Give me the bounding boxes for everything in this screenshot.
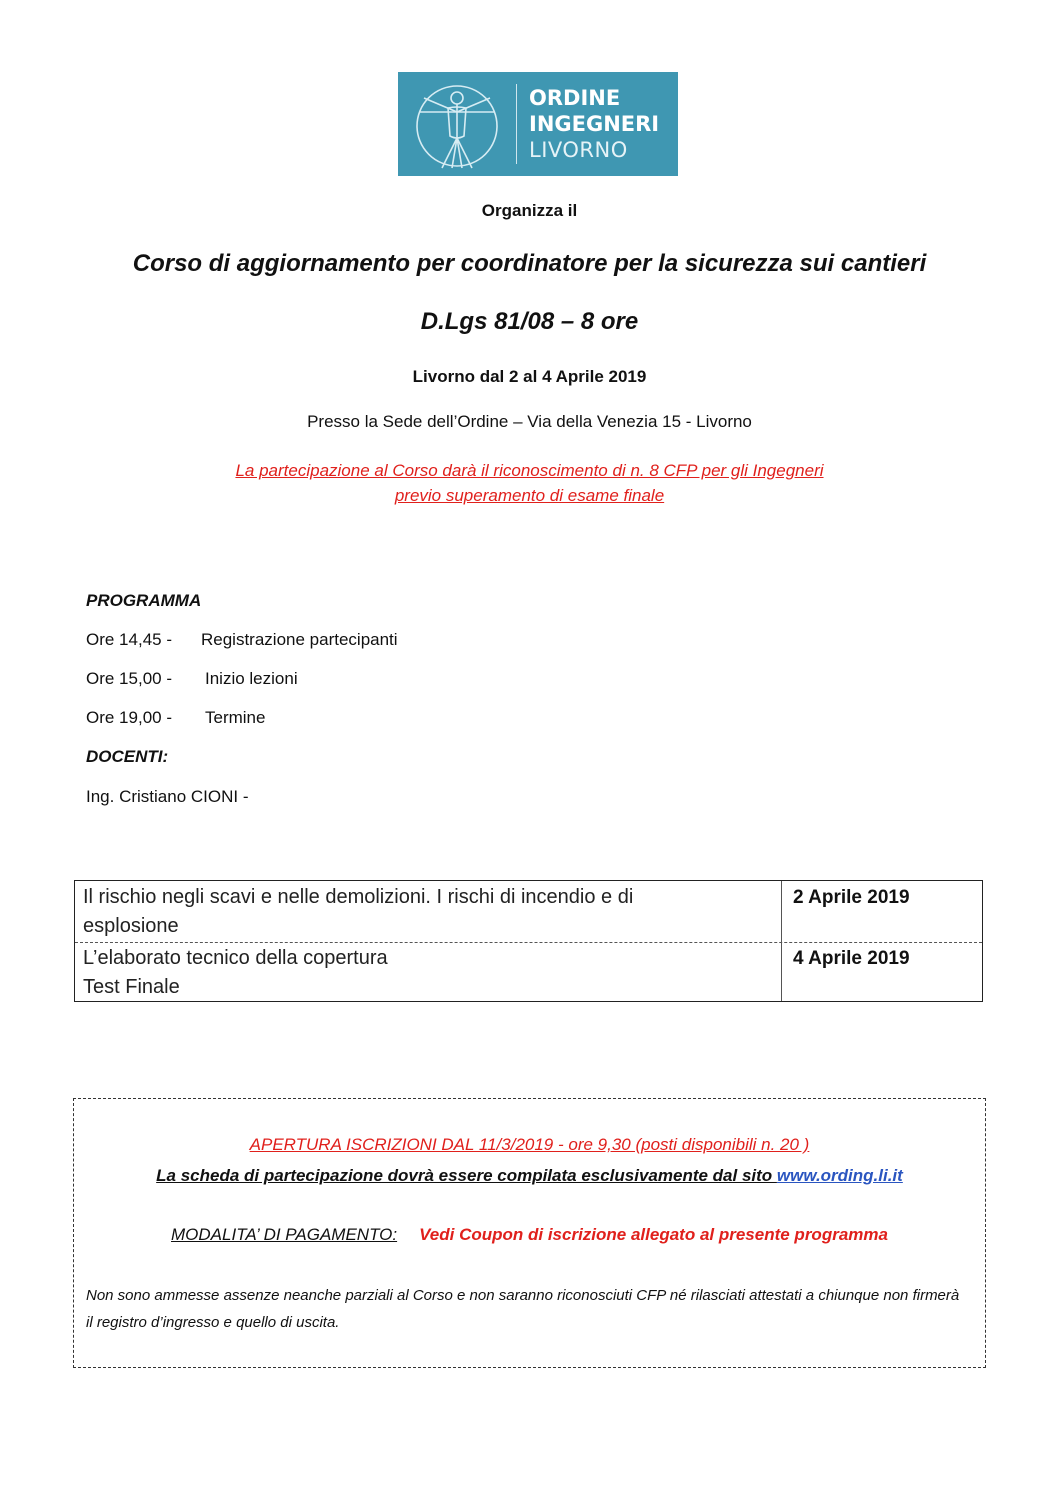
docente-name: Ing. Cristiano CIONI - (86, 787, 249, 806)
course-subtitle: D.Lgs 81/08 – 8 ore (420, 308, 639, 335)
program-time: Ore 14,45 - (86, 630, 172, 649)
cfp-notice-line1: La partecipazione al Corso darà il riconoscimento di n. 8 CFP per gli Ingegneri (235, 461, 824, 480)
schedule-topic-line: Il rischio negli scavi e nelle demolizioni. I rischi di incendio e di (83, 886, 634, 908)
logo-line-ingegneri: INGEGNERI (529, 112, 660, 136)
program-activity: Termine (205, 708, 266, 727)
ordine-ingegneri-logo (398, 72, 678, 176)
course-venue: Presso la Sede dell’Ordine – Via della Venezia 15 - Livorno (307, 412, 752, 431)
schedule-topic-line: Test Finale (83, 976, 180, 998)
schedule-topic-line: L’elaborato tecnico della copertura (83, 947, 388, 969)
scheda-notice (0, 1166, 1059, 1186)
schedule-topic (83, 944, 773, 1002)
table-row-divider (75, 942, 982, 943)
program-activity: Inizio lezioni (205, 669, 298, 688)
logo-line-ordine: ORDINE (529, 86, 621, 110)
pagamento-note: Vedi Coupon di iscrizione allegato al presente programma (419, 1225, 888, 1244)
pagamento-label: MODALITA’ DI PAGAMENTO: (171, 1225, 398, 1244)
program-activity: Registrazione partecipanti (201, 630, 398, 649)
table-column-divider (781, 881, 782, 1001)
cfp-notice-line2: previo superamento di esame finale (394, 486, 665, 505)
scheda-text: La scheda di partecipazione dovrà essere compilata esclusivamente dal sito (156, 1166, 777, 1185)
schedule-date: 2 Aprile 2019 (793, 887, 910, 908)
schedule-topic (83, 883, 773, 941)
program-time: Ore 19,00 - (86, 708, 172, 727)
schedule-topic-line: esplosione (83, 915, 179, 937)
programma-heading: PROGRAMMA (86, 591, 202, 610)
logo-text (517, 85, 659, 163)
pagamento-line (0, 1225, 1059, 1245)
ording-website-link[interactable]: www.ording.li.it (776, 1166, 903, 1185)
docenti-heading: DOCENTI: (86, 747, 169, 766)
course-dates: Livorno dal 2 al 4 Aprile 2019 (412, 367, 647, 386)
course-title: Corso di aggiornamento per coordinatore per la sicurezza sui cantieri (132, 250, 927, 277)
schedule-table (74, 880, 983, 1002)
logo-line-livorno: LIVORNO (529, 138, 628, 162)
organizza-label: Organizza il (481, 201, 578, 220)
attendance-note: Non sono ammesse assenze neanche parziali al Corso e non saranno riconosciuti CFP né rilasciati attestati a chiunque non firmerà il registro d’ingresso e quello di uscita. (86, 1287, 960, 1331)
program-time: Ore 15,00 - (86, 669, 172, 688)
iscrizioni-notice: APERTURA ISCRIZIONI DAL 11/3/2019 - ore 9,30 (posti disponibili n. 20 ) (249, 1135, 810, 1154)
vitruvian-man-icon (398, 72, 516, 176)
schedule-date: 4 Aprile 2019 (793, 948, 910, 969)
